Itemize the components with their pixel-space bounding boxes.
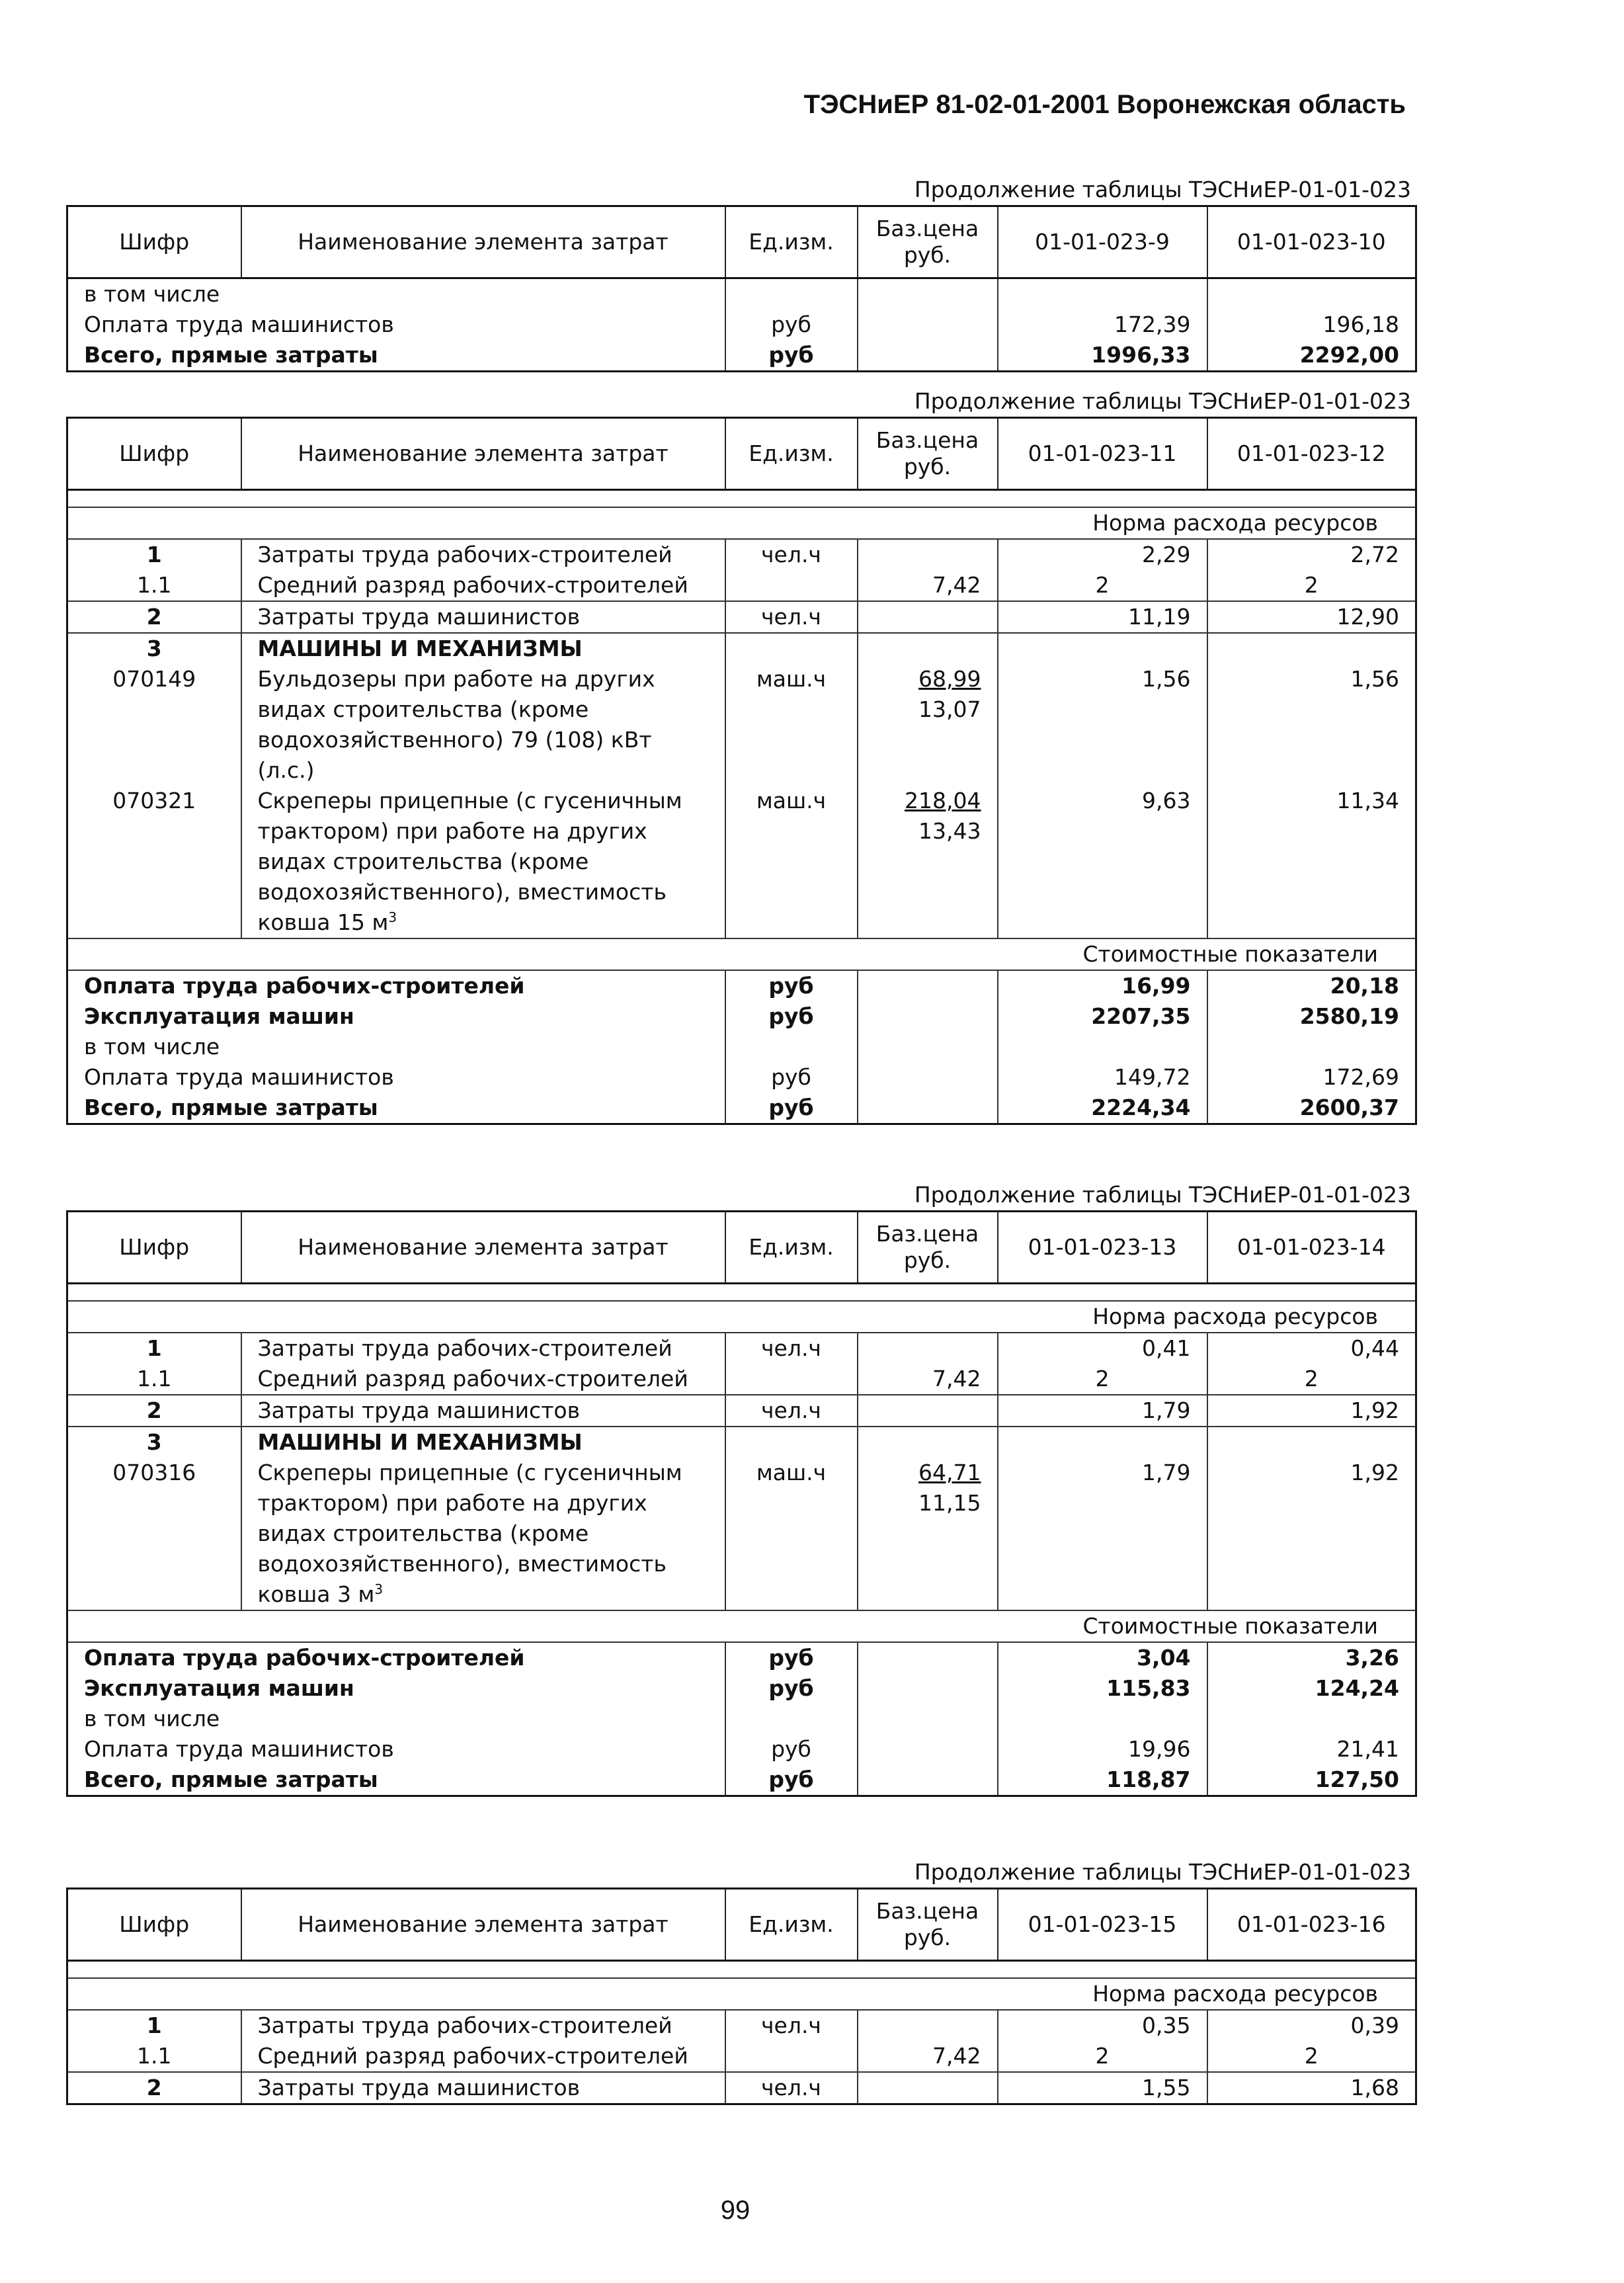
row-name-superscript: 3 (388, 909, 397, 925)
header-name: Наименование элемента затрат (241, 418, 725, 490)
row-code: 1 (146, 542, 162, 567)
row-value-a: 0,41 (998, 1333, 1207, 1364)
header-name: Наименование элемента затрат (241, 206, 725, 278)
table-row (67, 1734, 1416, 1764)
row-unit: чел.ч (725, 601, 858, 633)
row-value-b: 127,50 (1207, 1764, 1416, 1796)
row-value-b: 1,92 (1207, 1458, 1416, 1610)
row-price-bottom: 13,43 (918, 818, 981, 844)
row-code: 1.1 (67, 1364, 241, 1395)
row-unit: руб (725, 1642, 858, 1673)
header-base-price: Баз.цена руб. (858, 1212, 998, 1284)
header-col-a: 01-01-023-15 (998, 1889, 1207, 1961)
cost-table (66, 417, 1417, 1125)
header-unit: Ед.изм. (725, 418, 858, 490)
row-value-a: 172,39 (998, 310, 1207, 340)
row-code: 3 (146, 636, 162, 661)
row-value-b: 11,34 (1207, 786, 1416, 938)
table-row (67, 664, 1416, 786)
table-row (67, 570, 1416, 601)
continuation-label: Продолжение таблицы ТЭСНиЕР-01-01-023 (914, 1182, 1411, 1208)
row-value-b: 1,92 (1207, 1395, 1416, 1427)
table-row (67, 970, 1416, 1001)
table-block-2 (66, 386, 1415, 1125)
row-code: 2 (67, 2072, 241, 2104)
header-unit: Ед.изм. (725, 1212, 858, 1284)
table-row (67, 1062, 1416, 1093)
row-price-bottom: 13,07 (918, 696, 981, 722)
row-price (858, 2010, 998, 2041)
table-row (67, 633, 1416, 664)
row-value-b: 1,56 (1207, 664, 1416, 786)
row-code: 1.1 (67, 570, 241, 601)
row-unit: руб (725, 970, 858, 1001)
header-code: Шифр (67, 206, 241, 278)
row-code: 1.1 (67, 2041, 241, 2072)
row-unit: руб (725, 1093, 858, 1124)
row-code: 2 (67, 1395, 241, 1427)
table-row (67, 1093, 1416, 1124)
table-row (67, 1458, 1416, 1610)
row-name: Скреперы прицепные (с гусеничным трактором) при работе на других видах строительства (кроме водохозяйственного), вместимость ковша 15 м (257, 788, 682, 935)
header-code: Шифр (67, 1889, 241, 1961)
row-price-top: 68,99 (918, 666, 981, 692)
row-price-bottom: 11,15 (918, 1490, 981, 1516)
row-value-b: 2 (1207, 2041, 1416, 2072)
row-unit: чел.ч (725, 2010, 858, 2041)
row-unit: руб (725, 1673, 858, 1704)
row-value-a: 2,29 (998, 539, 1207, 570)
row-price (858, 1333, 998, 1364)
row-value-a: 16,99 (998, 970, 1207, 1001)
row-value-a: 2207,35 (998, 1001, 1207, 1032)
header-unit: Ед.изм. (725, 206, 858, 278)
continuation-label: Продолжение таблицы ТЭСНиЕР-01-01-023 (914, 388, 1411, 414)
table-row (67, 2041, 1416, 2072)
header-col-a: 01-01-023-11 (998, 418, 1207, 490)
table-row (67, 1395, 1416, 1427)
row-unit (725, 570, 858, 601)
row-value-a: 1,79 (998, 1458, 1207, 1610)
row-value-a: 2 (998, 2041, 1207, 2072)
row-code: 3 (146, 1429, 162, 1455)
header-col-a: 01-01-023-13 (998, 1212, 1207, 1284)
table-row (67, 1673, 1416, 1704)
table-row (67, 786, 1416, 938)
row-name: Затраты труда машинистов (241, 601, 725, 633)
row-value-b: 2600,37 (1207, 1093, 1416, 1124)
header-col-b: 01-01-023-14 (1207, 1212, 1416, 1284)
row-unit: чел.ч (725, 1395, 858, 1427)
row-unit (725, 2041, 858, 2072)
row-name: Оплата труда машинистов (84, 311, 394, 337)
row-name: в том числе (84, 281, 220, 307)
row-value-a: 9,63 (998, 786, 1207, 938)
continuation-label: Продолжение таблицы ТЭСНиЕР-01-01-023 (914, 177, 1411, 202)
row-name: Оплата труда рабочих-строителей (84, 1645, 525, 1671)
row-unit: маш.ч (725, 786, 858, 938)
header-col-a: 01-01-023-9 (998, 206, 1207, 278)
table-row (67, 340, 1416, 372)
row-name: Средний разряд рабочих-строителей (241, 1364, 725, 1395)
page-header: ТЭСНиЕР 81-02-01-2001 Воронежская область (803, 90, 1406, 119)
row-name: Средний разряд рабочих-строителей (241, 570, 725, 601)
row-name: Эксплуатация машин (84, 1675, 354, 1701)
page-number: 99 (720, 2196, 751, 2225)
row-name: Затраты труда рабочих-строителей (241, 539, 725, 570)
row-price (858, 601, 998, 633)
row-value-a: 1,55 (998, 2072, 1207, 2104)
row-value-a: 2224,34 (998, 1093, 1207, 1124)
row-value-a: 11,19 (998, 601, 1207, 633)
row-unit: маш.ч (725, 664, 858, 786)
row-value-a: 1996,33 (998, 340, 1207, 372)
row-value-b: 172,69 (1207, 1062, 1416, 1093)
row-value-a: 0,35 (998, 2010, 1207, 2041)
row-value-a: 149,72 (998, 1062, 1207, 1093)
row-name: Бульдозеры при работе на других видах строительства (кроме водохозяйственного) 79 (108) кВт (л.с.) (241, 664, 725, 786)
row-code: 070316 (112, 1460, 196, 1485)
table-row (67, 278, 1416, 310)
row-value-b: 2 (1207, 570, 1416, 601)
table-row (67, 2010, 1416, 2041)
row-value-b: 196,18 (1207, 310, 1416, 340)
machines-title: МАШИНЫ И МЕХАНИЗМЫ (241, 1427, 725, 1458)
row-code: 1 (146, 2013, 162, 2038)
row-value-b: 12,90 (1207, 601, 1416, 633)
row-unit: чел.ч (725, 2072, 858, 2104)
row-name: в том числе (84, 1706, 220, 1731)
row-price (858, 1395, 998, 1427)
table-block-1 (66, 175, 1415, 372)
row-code: 2 (67, 601, 241, 633)
row-value-b: 3,26 (1207, 1642, 1416, 1673)
machines-title: МАШИНЫ И МЕХАНИЗМЫ (241, 633, 725, 664)
row-value-b: 124,24 (1207, 1673, 1416, 1704)
header-base-price: Баз.цена руб. (858, 1889, 998, 1961)
section-costs-label: Стоимостные показатели (67, 938, 1416, 970)
row-price: 7,42 (858, 570, 998, 601)
header-code: Шифр (67, 1212, 241, 1284)
row-value-b: 1,68 (1207, 2072, 1416, 2104)
table-row (67, 1704, 1416, 1734)
header-base-price: Баз.цена руб. (858, 206, 998, 278)
cost-table (66, 1888, 1417, 2105)
row-unit: руб (725, 1764, 858, 1796)
row-name: Всего, прямые затраты (67, 1093, 725, 1124)
row-value-a: 118,87 (998, 1764, 1207, 1796)
row-name: Оплата труда машинистов (84, 1736, 394, 1762)
row-name: Затраты труда машинистов (241, 2072, 725, 2104)
header-code: Шифр (67, 418, 241, 490)
row-price (858, 539, 998, 570)
row-name: Затраты труда рабочих-строителей (241, 2010, 725, 2041)
table-row (67, 1333, 1416, 1364)
row-code: 070321 (112, 788, 196, 813)
row-unit: руб (725, 1734, 858, 1764)
table-row (67, 1642, 1416, 1673)
table-row (67, 310, 1416, 340)
row-price: 7,42 (858, 2041, 998, 2072)
row-unit: маш.ч (725, 1458, 858, 1610)
header-col-b: 01-01-023-16 (1207, 1889, 1416, 1961)
header-name: Наименование элемента затрат (241, 1212, 725, 1284)
table-row (67, 1427, 1416, 1458)
row-unit: руб (725, 1001, 858, 1032)
row-name: Оплата труда рабочих-строителей (84, 973, 525, 999)
section-norms-label: Норма расхода ресурсов (67, 507, 1416, 539)
section-norms-label: Норма расхода ресурсов (67, 1301, 1416, 1333)
row-name: Оплата труда машинистов (84, 1064, 394, 1090)
row-price (858, 2072, 998, 2104)
cost-table (66, 205, 1417, 372)
row-code: 070149 (112, 666, 196, 692)
row-value-b: 0,39 (1207, 2010, 1416, 2041)
header-unit: Ед.изм. (725, 1889, 858, 1961)
row-value-a: 2 (998, 1364, 1207, 1395)
row-name: Скреперы прицепные (с гусеничным трактором) при работе на других видах строительства (кроме водохозяйственного), вместимость ковша 3 м (257, 1460, 682, 1607)
row-price: 7,42 (858, 1364, 998, 1395)
table-block-4 (66, 1857, 1415, 2105)
header-col-b: 01-01-023-12 (1207, 418, 1416, 490)
table-row (67, 1001, 1416, 1032)
table-row (67, 1032, 1416, 1062)
row-name: Затраты труда рабочих-строителей (241, 1333, 725, 1364)
table-row (67, 2072, 1416, 2104)
row-unit: руб (725, 340, 858, 372)
table-row (67, 539, 1416, 570)
row-value-a: 2 (998, 570, 1207, 601)
row-name: Эксплуатация машин (84, 1003, 354, 1029)
row-name: Всего, прямые затраты (67, 340, 725, 372)
row-code: 1 (146, 1335, 162, 1361)
cost-table (66, 1210, 1417, 1797)
row-value-b: 2 (1207, 1364, 1416, 1395)
section-costs-label: Стоимостные показатели (67, 1610, 1416, 1642)
row-value-a: 1,56 (998, 664, 1207, 786)
row-price-top: 218,04 (905, 788, 981, 813)
table-block-3 (66, 1180, 1415, 1797)
row-unit (725, 1364, 858, 1395)
row-name: Средний разряд рабочих-строителей (241, 2041, 725, 2072)
row-name-superscript: 3 (374, 1581, 384, 1597)
row-value-b: 0,44 (1207, 1333, 1416, 1364)
row-value-a: 115,83 (998, 1673, 1207, 1704)
table-row (67, 1364, 1416, 1395)
table-row (67, 1764, 1416, 1796)
row-value-a: 19,96 (998, 1734, 1207, 1764)
row-unit: руб (725, 310, 858, 340)
row-value-b: 2580,19 (1207, 1001, 1416, 1032)
row-value-a: 1,79 (998, 1395, 1207, 1427)
table-row (67, 601, 1416, 633)
row-value-b: 2292,00 (1207, 340, 1416, 372)
row-price-top: 64,71 (918, 1460, 981, 1485)
row-name: в том числе (84, 1034, 220, 1059)
row-name: Всего, прямые затраты (67, 1764, 725, 1796)
row-value-b: 20,18 (1207, 970, 1416, 1001)
row-value-a: 3,04 (998, 1642, 1207, 1673)
header-name: Наименование элемента затрат (241, 1889, 725, 1961)
header-col-b: 01-01-023-10 (1207, 206, 1416, 278)
row-unit: чел.ч (725, 539, 858, 570)
section-norms-label: Норма расхода ресурсов (67, 1978, 1416, 2010)
row-name: Затраты труда машинистов (241, 1395, 725, 1427)
row-value-b: 21,41 (1207, 1734, 1416, 1764)
row-value-b: 2,72 (1207, 539, 1416, 570)
continuation-label: Продолжение таблицы ТЭСНиЕР-01-01-023 (914, 1859, 1411, 1885)
row-unit: руб (725, 1062, 858, 1093)
header-base-price: Баз.цена руб. (858, 418, 998, 490)
row-unit: чел.ч (725, 1333, 858, 1364)
